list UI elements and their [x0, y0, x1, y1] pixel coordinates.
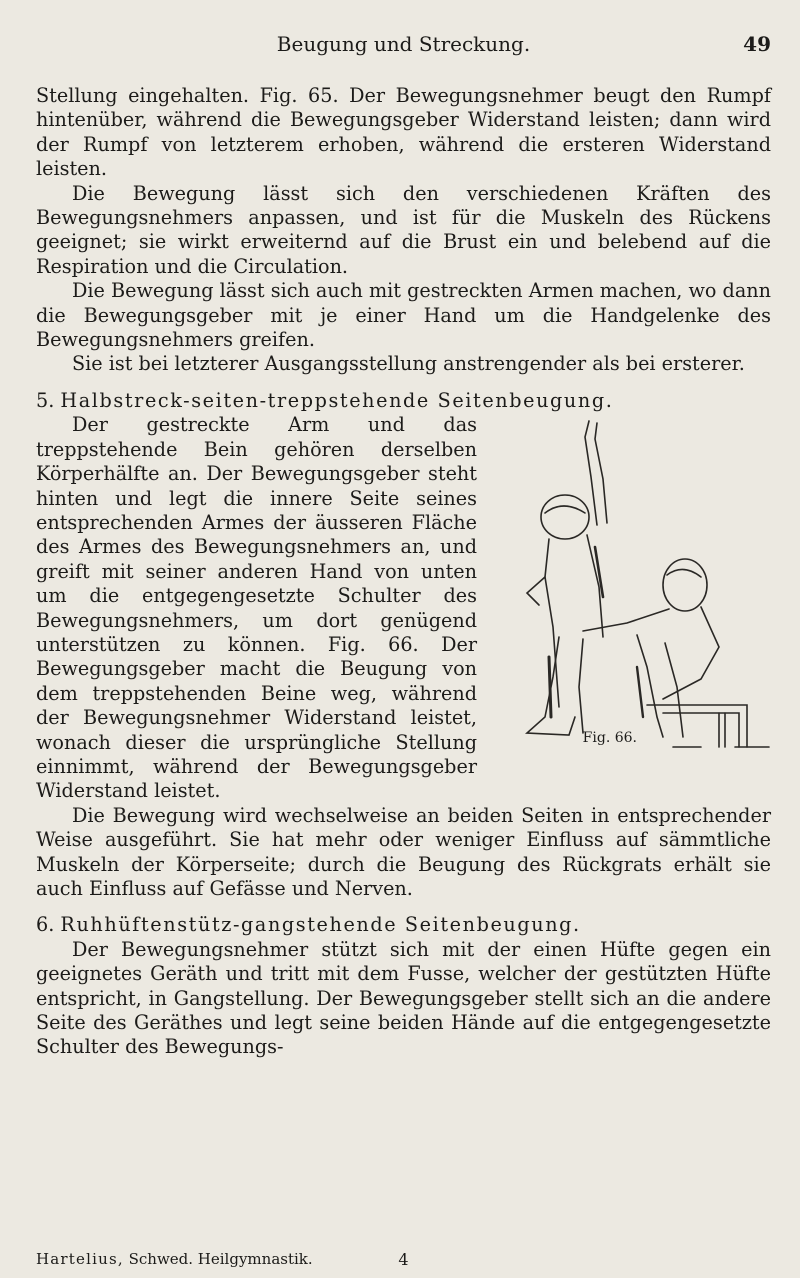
signature-mark: 4	[398, 1250, 409, 1269]
section-title: Ruhhüftenstütz-gangstehende Seitenbeugung.	[60, 913, 581, 937]
paragraph: Die Bewegung lässt sich auch mit gestreckten Armen machen, wo dann die Bewegungsgeber mit je einer Hand um die Handgelenke des Bewegungsnehmers greifen.	[36, 279, 771, 352]
section-heading-6	[36, 913, 771, 937]
footer-author: Hartelius,	[36, 1250, 124, 1268]
section-number: 5.	[36, 388, 55, 412]
paragraph: Der Bewegungsnehmer stützt sich mit der einen Hüfte gegen ein geeignetes Geräth und tritt mit dem Fusse, welcher der gestützten Hüfte entspricht, in Gangstellung. Der Bewegungsgeber stellt sich an die andere Seite des Geräthes und legt seine beiden Hände auf die entgegengesetzte Schulter des Bewegungs-	[36, 937, 771, 1059]
section-heading-5	[36, 389, 771, 413]
page-body	[36, 84, 771, 1060]
running-title: Beugung und Streckung.	[276, 32, 531, 56]
page-header	[36, 32, 771, 62]
page-footer	[36, 1250, 771, 1272]
section-title: Halbstreck-seiten-treppstehende Seitenbeugung.	[60, 388, 614, 412]
paragraph: Stellung eingehalten. Fig. 65. Der Bewegungsnehmer beugt den Rumpf hintenüber, während die Bewegungsgeber Widerstand leisten; dann wird der Rumpf von letzterem erhoben, während die ersteren Widerstand leisten.	[36, 84, 771, 181]
paragraph: Der gestreckte Arm und das treppstehende Bein gehören derselben Körperhälfte an. Der Bewegungsgeber steht hinten und legt die innere Seite seines entsprechenden Armes der äusseren Fläche des Armes des Bewegungsnehmers an, und greift mit seiner anderen Hand von unten um die entgegengesetzte Schulter des Bewegungsnehmers, um dort genügend unterstützen zu können. Fig. 66. Der Bewegungsgeber macht die Beugung von dem treppstehenden Beine weg, während der Bewegungsnehmer Widerstand leistet, wonach dieser die ursprüngliche Stellung einnimmt, während der Bewegungsgeber Widerstand leistet.	[36, 413, 477, 803]
figure-caption: Fig. 66.	[582, 729, 637, 746]
exercise-illustration	[487, 417, 777, 752]
footer-book-title: Schwed. Heilgymnastik.	[128, 1250, 313, 1268]
figure-66	[487, 417, 777, 752]
section-number: 6.	[36, 913, 55, 937]
paragraph: Die Bewegung wird wechselweise an beiden Seiten in entsprechender Weise ausgeführt. Sie hat mehr oder weniger Einfluss auf sämmtliche Muskeln der Körperseite; durch die Beugung des Rückgrats erhält sie auch Einfluss auf Gefässe und Nerven.	[36, 803, 771, 900]
paragraph: Sie ist bei letzterer Ausgangsstellung anstrengender als bei ersterer.	[72, 352, 745, 376]
page-number: 49	[743, 32, 771, 56]
paragraph: Die Bewegung lässt sich den verschiedenen Kräften des Bewegungsnehmers anpassen, und ist für die Muskeln des Rückens geeignet; sie wirkt erweiternd auf die Brust ein und belebend auf die Respiration und die Circulation.	[36, 181, 771, 278]
